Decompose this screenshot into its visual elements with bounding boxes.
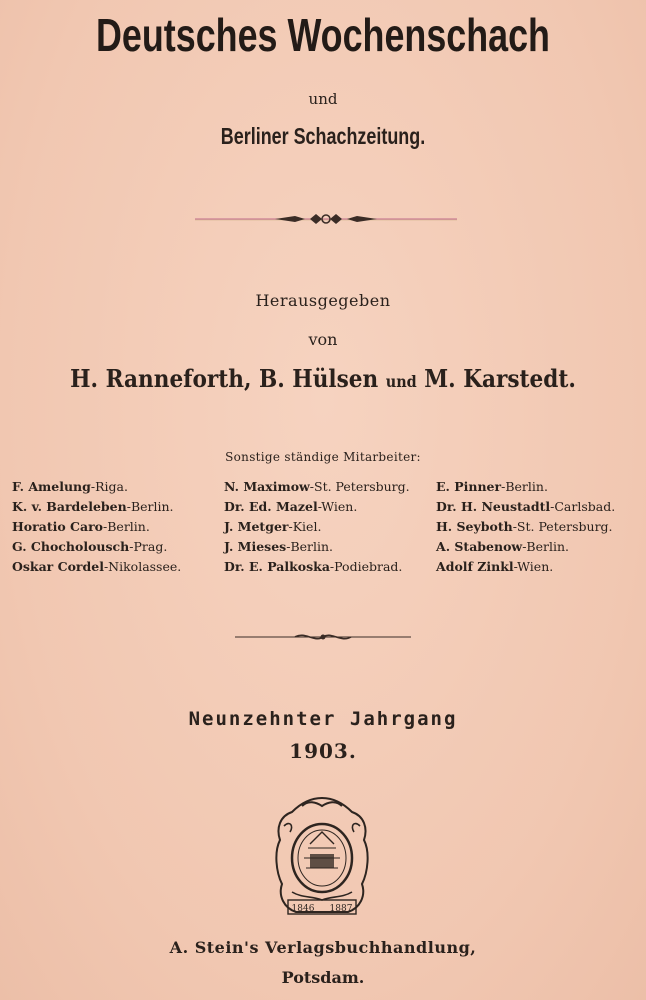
editor-2: B. Hülsen	[258, 364, 379, 393]
publisher-city: Potsdam.	[281, 968, 365, 987]
publisher-emblem-icon	[272, 796, 372, 920]
ornament-divider-middle	[235, 631, 411, 645]
emblem-year-right: 1887	[329, 904, 353, 914]
list-item: Adolf Zinkl-Wien.	[436, 559, 554, 574]
list-item: Horatio Caro-Berlin.	[12, 519, 150, 534]
list-item: Dr. E. Palkoska-Podiebrad.	[224, 559, 403, 574]
editors-line	[32, 364, 613, 393]
issued-by-label: Herausgegeben	[255, 291, 391, 310]
list-item: J. Metger-Kiel.	[224, 519, 322, 534]
list-item: N. Maximow-St. Petersburg.	[224, 479, 410, 494]
list-item: K. v. Bardeleben-Berlin.	[12, 499, 174, 514]
list-item: E. Pinner-Berlin.	[436, 479, 548, 494]
by-label: von	[308, 330, 338, 349]
list-item: G. Chocholousch-Prag.	[12, 539, 168, 554]
volume-label: Neunzehnter Jahrgang	[188, 708, 458, 730]
page-subtitle: Berliner Schachzeitung.	[220, 123, 426, 149]
list-item: Dr. Ed. Mazel-Wien.	[224, 499, 358, 514]
contributors-column-3	[436, 477, 615, 577]
list-item: J. Mieses-Berlin.	[224, 539, 334, 554]
contributors-column-1	[12, 477, 181, 577]
contributors-heading: Sonstige ständige Mitarbeiter:	[225, 450, 421, 464]
contributors-column-2	[224, 477, 410, 577]
list-item: F. Amelung-Riga.	[12, 479, 128, 494]
list-item: H. Seyboth-St. Petersburg.	[436, 519, 613, 534]
conjunction-und: und	[308, 90, 338, 108]
ornament-divider-top	[195, 211, 457, 227]
publisher-name: A. Stein's Verlagsbuchhandlung,	[169, 938, 477, 957]
list-item: A. Stabenow-Berlin.	[436, 539, 569, 554]
list-item: Oskar Cordel-Nikolassee.	[12, 559, 182, 574]
emblem-year-left: 1846	[291, 904, 315, 914]
editor-1: H. Ranneforth,	[70, 364, 252, 393]
page-title: Deutsches Wochenschach	[96, 9, 550, 61]
editor-3: M. Karstedt.	[424, 364, 576, 393]
year-label: 1903.	[289, 739, 357, 763]
list-item: Dr. H. Neustadtl-Carlsbad.	[436, 499, 616, 514]
editors-joiner: und	[385, 372, 417, 391]
